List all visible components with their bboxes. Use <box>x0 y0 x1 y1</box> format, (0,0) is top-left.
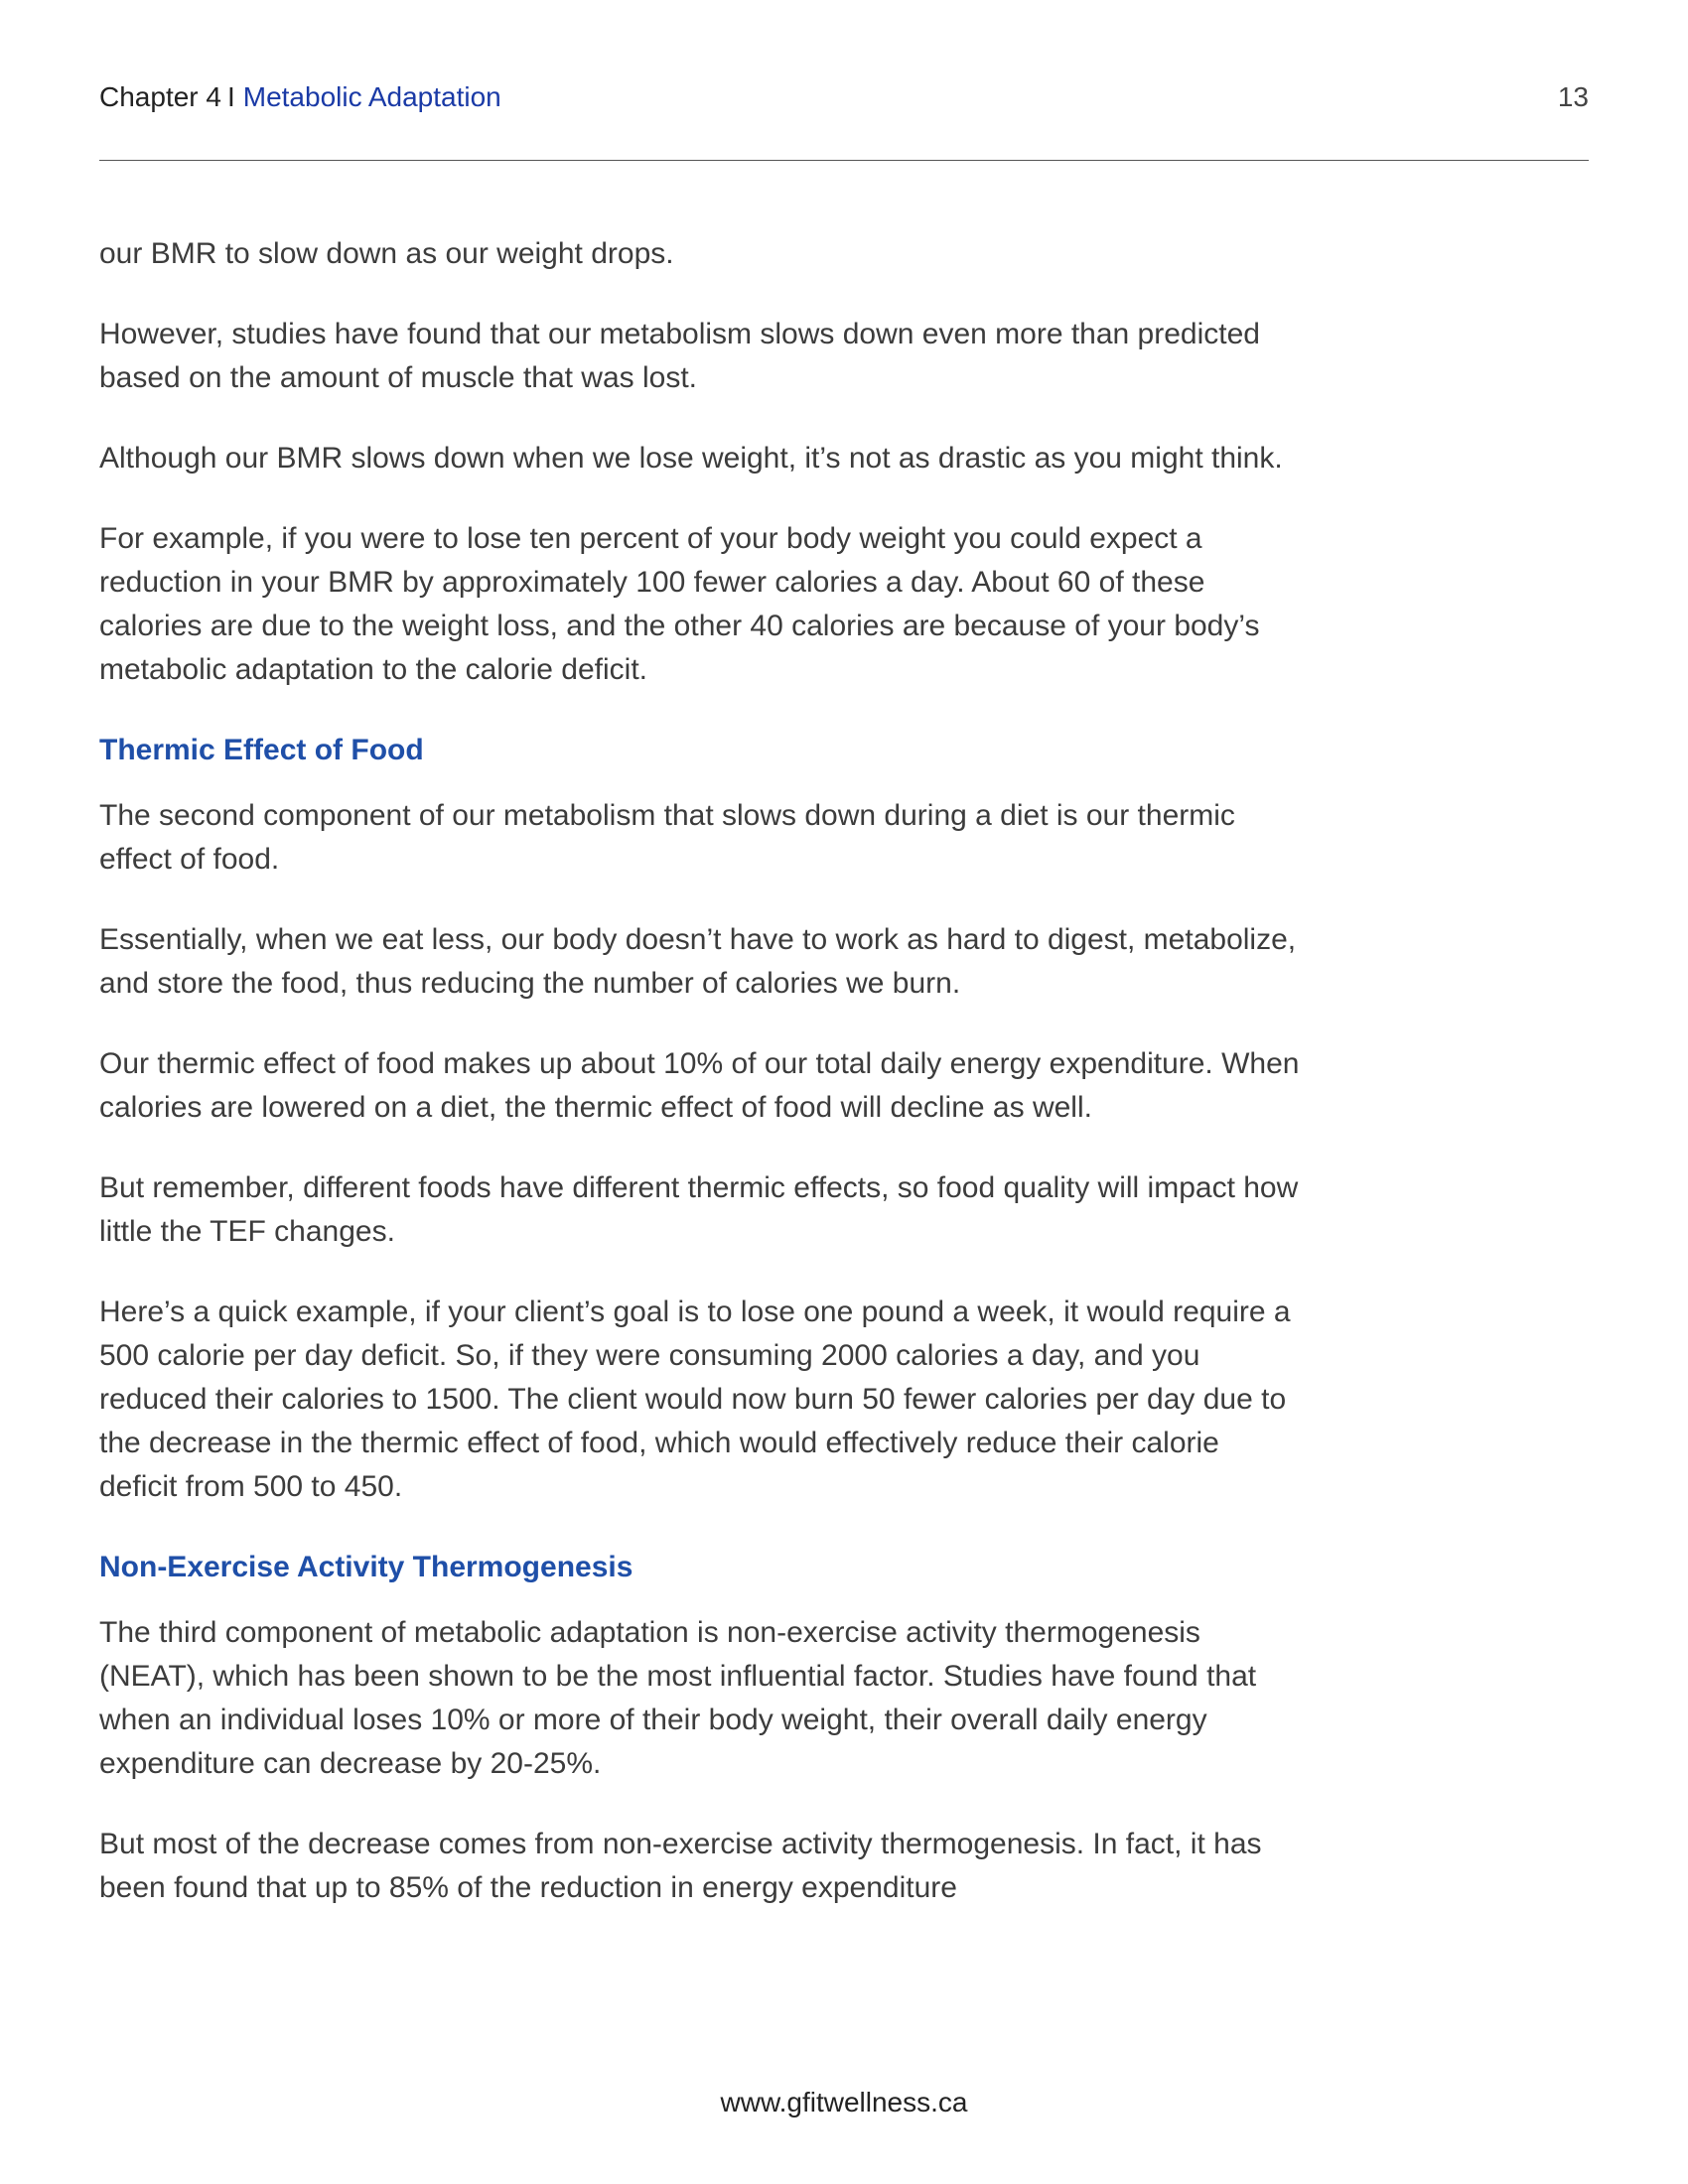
page-header <box>99 81 1589 123</box>
section-heading-thermic-effect: Thermic Effect of Food <box>99 734 424 766</box>
paragraph: Essentially, when we eat less, our body doesn’t have to work as hard to digest, metabolize, and store the food, thus reducing the number of calories we burn. <box>99 923 1297 1000</box>
footer-url: www.gfitwellness.ca <box>720 2087 968 2117</box>
section-heading-neat: Non-Exercise Activity Thermogenesis <box>99 1551 633 1583</box>
chapter-title: Metabolic Adaptation <box>242 81 501 112</box>
paragraph: The third component of metabolic adaptation is non-exercise activity thermogenesis (NEAT), which has been shown to be the most influential factor. Studies have found that when an individual loses 10% or more of their body weight, their overall daily energy expenditure can decrease by 20-25%. <box>99 1616 1257 1780</box>
chapter-separator: I <box>226 81 235 112</box>
paragraph: The second component of our metabolism that slows down during a diet is our thermic effect of food. <box>99 799 1235 876</box>
paragraph: For example, if you were to lose ten percent of your body weight you could expect a reduction in your BMR by approximately 100 fewer calories a day. About 60 of these calories are due to the weight loss, and the other 40 calories are because of your body’s metabolic adaptation to the calorie deficit. <box>99 522 1260 686</box>
chapter-label: Chapter 4 <box>99 81 221 112</box>
paragraph: Although our BMR slows down when we lose weight, it’s not as drastic as you might think. <box>99 442 1283 475</box>
paragraph: But remember, different foods have different thermic effects, so food quality will impact how little the TEF changes. <box>99 1171 1299 1248</box>
paragraph: our BMR to slow down as our weight drops. <box>99 237 674 270</box>
paragraph: Here’s a quick example, if your client’s goal is to lose one pound a week, it would require a 500 calorie per day deficit. So, if they were consuming 2000 calories a day, and you reduced their calories to 1500. The client would now burn 50 fewer calories per day due to the decrease in the thermic effect of food, which would effectively reduce their calorie deficit from 500 to 450. <box>99 1296 1291 1503</box>
page-body <box>99 232 1301 1947</box>
header-divider <box>99 160 1589 161</box>
paragraph: However, studies have found that our metabolism slows down even more than predicted based on the amount of muscle that was lost. <box>99 318 1260 394</box>
paragraph: Our thermic effect of food makes up about 10% of our total daily energy expenditure. When calories are lowered on a diet, the thermic effect of food will decline as well. <box>99 1047 1300 1124</box>
paragraph: But most of the decrease comes from non-exercise activity thermogenesis. In fact, it has been found that up to 85% of the reduction in energy expenditure <box>99 1828 1262 1904</box>
chapter-heading <box>99 81 501 113</box>
page-number: 13 <box>1557 81 1589 112</box>
